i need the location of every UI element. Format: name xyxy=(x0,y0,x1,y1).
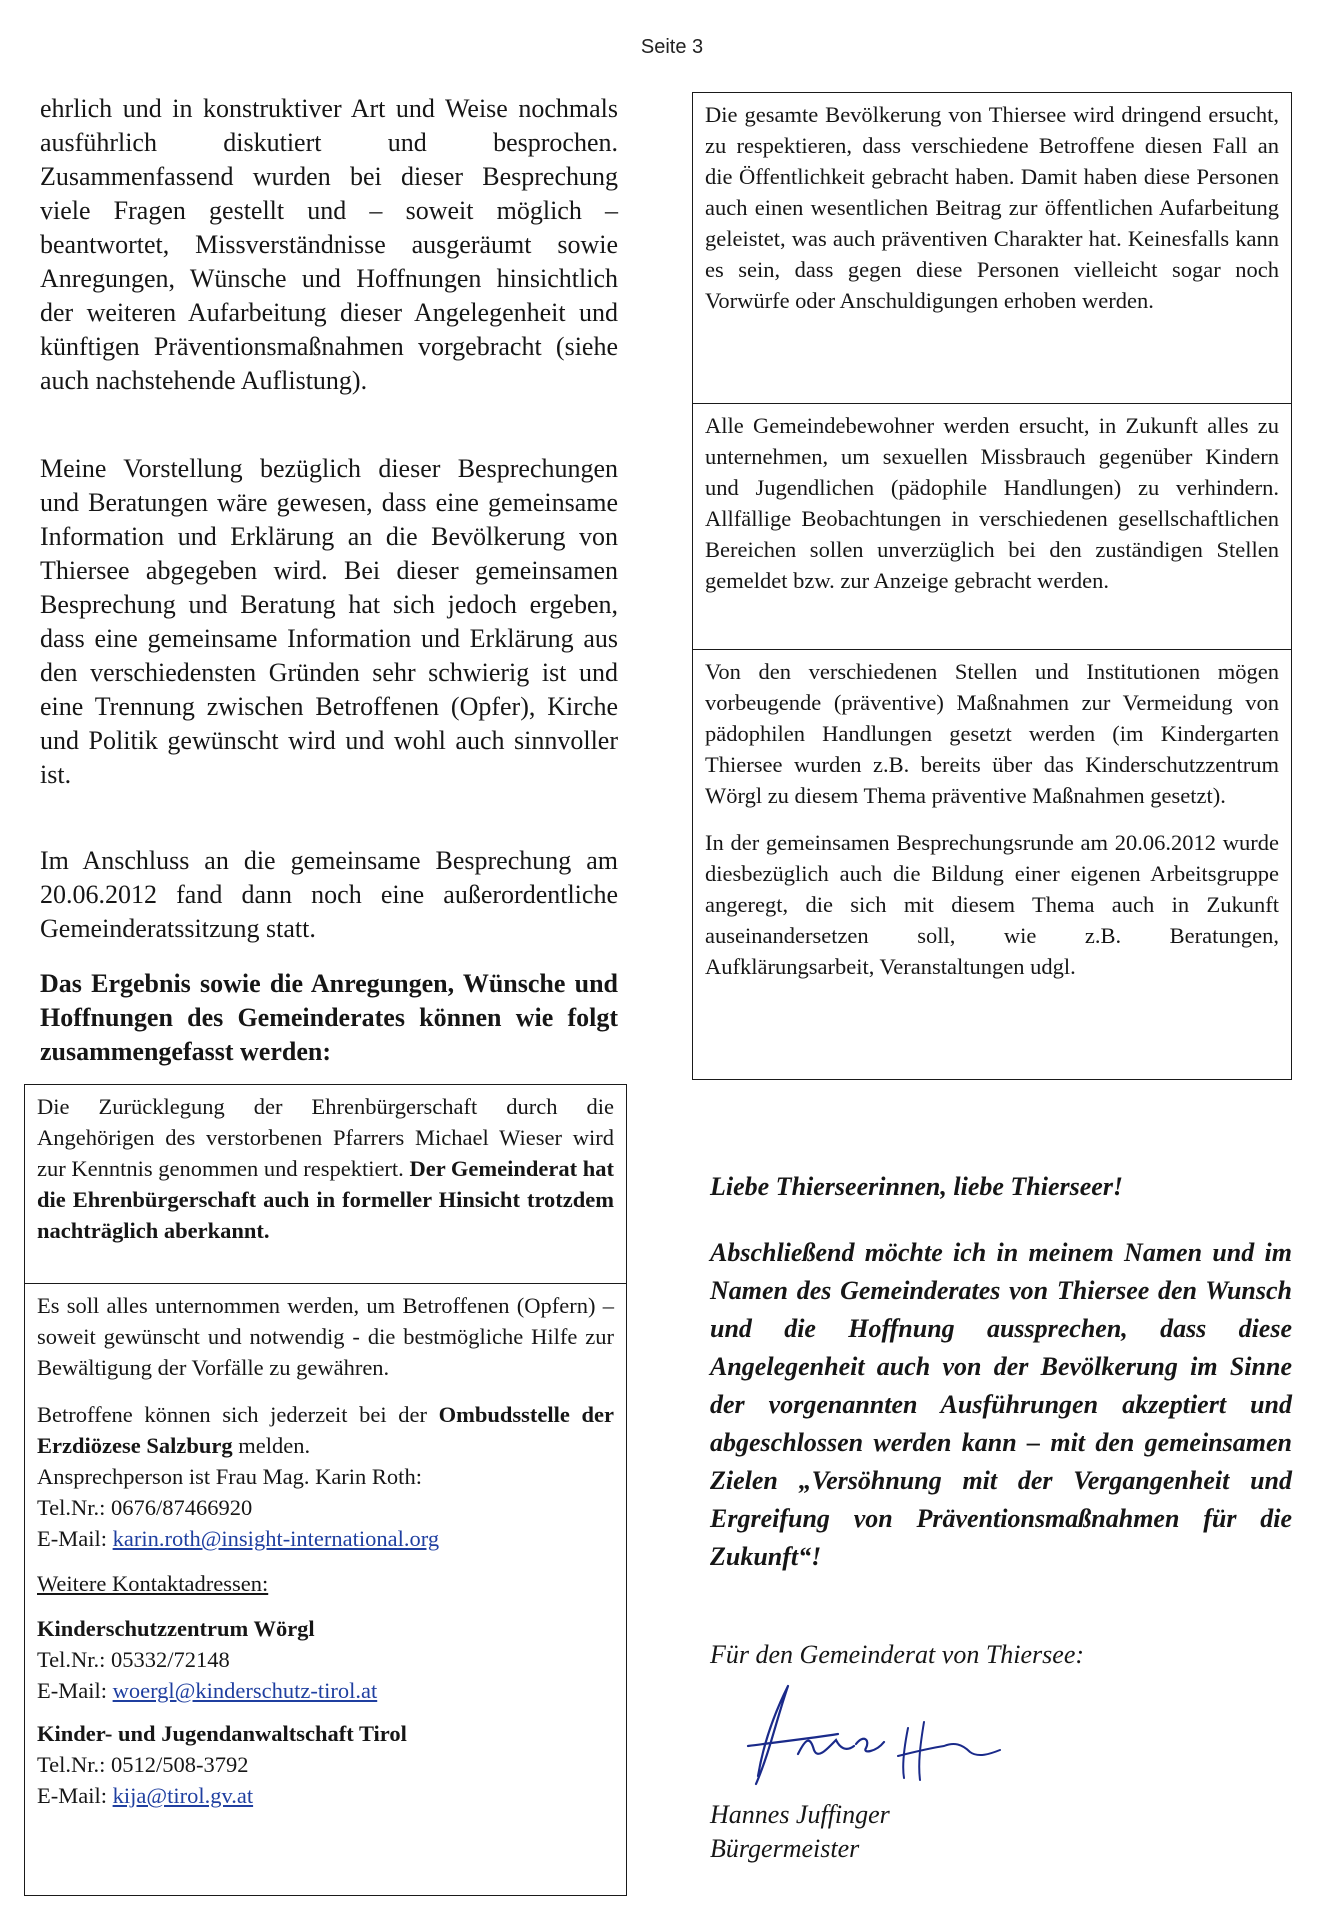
prevent-abuse-section xyxy=(693,403,1291,649)
email-ombudsman-line xyxy=(37,1523,614,1554)
honorary-citizenship-section xyxy=(25,1085,626,1283)
paragraph-extraordinary-session: Im Anschluss an die gemeinsame Besprechung am 20.06.2012 fand dann noch eine außerordentliche Gemeinderatssitzung statt. xyxy=(40,846,618,943)
left-results-box xyxy=(24,1084,627,1896)
org-kija: Kinder- und Jugendanwaltschaft Tirol xyxy=(37,1721,407,1746)
email-link-kinderschutzzentrum[interactable]: woergl@kinderschutz-tirol.at xyxy=(112,1678,378,1703)
ombudsman-text xyxy=(37,1399,614,1461)
page-number: Seite 3 xyxy=(640,36,704,58)
honorary-citizenship-revoked: Der Gemeinderat hat die Ehrenbürgerschaft auch in formeller Hinsicht trotzdem nachträglich aberkannt. xyxy=(37,1156,614,1243)
closing-statement: Abschließend möchte ich in meinem Namen und im Namen des Gemeinderates von Thiersee den Wunsch und die Hoffnung aussprechen, dass diese Angelegenheit auch von der Bevölkerung im Sinne der vorgenannten Ausführungen akzeptiert und abgeschlossen werden kann – mit den gemeinsamen Zielen „Versöhnung mit der Vergangenheit und Ergreifung von Präventionsmaßnahmen für die Zukunft“! xyxy=(710,1238,1292,1571)
result-heading: Das Ergebnis sowie die Anregungen, Wünsche und Hoffnungen des Gemeinderates können wie folgt zusammengefasst werden: xyxy=(40,969,618,1066)
greeting: Liebe Thierseerinnen, liebe Thierseer! xyxy=(710,1172,1124,1201)
org-kinderschutzzentrum: Kinderschutzzentrum Wörgl xyxy=(37,1616,315,1641)
for-council-line: Für den Gemeinderat von Thiersee: xyxy=(710,1640,1085,1669)
email-label: E-Mail: xyxy=(37,1526,107,1551)
signature-image xyxy=(718,1676,1008,1796)
paragraph-discussion: ehrlich und in konstruktiver Art und Weise nochmals ausführlich diskutiert und besprochen. Zusammenfassend wurden bei dieser Besprechung viele Fragen gestellt und – soweit möglich – beantwortet, Missverständnisse ausgeräumt sowie Anregungen, Wünsche und Hoffnungen hinsichtlich der weiteren Aufarbeitung dieser Angelegenheit und künftigen Präventionsmaßnahmen vorgebracht (siehe auch nachstehende Auflistung). xyxy=(40,94,618,395)
email-link-kija[interactable]: kija@tirol.gv.at xyxy=(112,1783,254,1808)
phone-kinderschutzzentrum: Tel.Nr.: 05332/72148 xyxy=(37,1647,230,1672)
email-label: E-Mail: xyxy=(37,1783,107,1808)
contact-person: Ansprechperson ist Frau Mag. Karin Roth: xyxy=(37,1464,422,1489)
right-requests-box xyxy=(692,92,1292,1080)
victim-support-text: Es soll alles unternommen werden, um Betroffenen (Opfern) – soweit gewünscht und notwendig - die bestmögliche Hilfe zur Bewältigung der Vorfälle zu gewähren. xyxy=(37,1293,614,1380)
email-label: E-Mail: xyxy=(37,1678,107,1703)
email-kija-line xyxy=(37,1780,614,1811)
phone-kija: Tel.Nr.: 0512/508-3792 xyxy=(37,1752,249,1777)
respect-victims-section xyxy=(693,93,1291,403)
honorary-citizenship-text: Die Zurücklegung der Ehrenbürgerschaft durch die Angehörigen des verstorbenen Pfarrers Michael Wieser wird zur Kenntnis genommen und respektiert. xyxy=(37,1094,614,1181)
phone-ombudsman: Tel.Nr.: 0676/87466920 xyxy=(37,1495,253,1520)
prevention-measures-section xyxy=(693,649,1291,990)
ombudsman-text-a: Betroffene können sich jederzeit bei der xyxy=(37,1402,427,1427)
working-group-text: In der gemeinsamen Besprechungsrunde am 20.06.2012 wurde diesbezüglich auch die Bildung einer eigenen Arbeitsgruppe angeregt, die sich mit diesem Thema auch in Zukunft auseinandersetzen soll, wie z.B. Beratungen, Aufklärungsarbeit, Veranstaltungen udgl. xyxy=(705,830,1279,979)
paragraph-expectation: Meine Vorstellung bezüglich dieser Besprechungen und Beratungen wäre gewesen, dass eine gemeinsame Information und Erklärung an die Bevölkerung von Thiersee abgegeben wird. Bei dieser gemeinsamen Besprechung und Beratung hat sich jedoch ergeben, dass eine gemeinsame Information und Erklärung aus den verschiedensten Gründen sehr schwierig ist und eine Trennung zwischen Betroffenen (Opfer), Kirche und Politik gewünscht wird und wohl auch sinnvoller ist. xyxy=(40,454,618,789)
email-link-ombudsman[interactable]: karin.roth@insight-international.org xyxy=(112,1526,440,1551)
respect-victims-text: Die gesamte Bevölkerung von Thiersee wird dringend ersucht, zu respektieren, dass verschiedene Betroffene diesen Fall an die Öffentlichkeit gebracht haben. Damit haben diese Personen auch einen wesentlichen Beitrag zur öffentlichen Aufarbeitung geleistet, was auch präventiven Charakter hat. Keinesfalls kann es sein, dass gegen diese Personen vielleicht sogar noch Vorwürfe oder Anschuldigungen erhoben werden. xyxy=(705,102,1279,313)
email-kinderschutzzentrum-line xyxy=(37,1675,614,1706)
prevent-abuse-text: Alle Gemeindebewohner werden ersucht, in Zukunft alles zu unternehmen, um sexuellen Missbrauch gegenüber Kindern und Jugendlichen (pädophile Handlungen) zu verhindern. Allfällige Beobachtungen in verschiedenen gesellschaftlichen Bereichen sollen unverzüglich bei den zuständigen Stellen gemeldet bzw. zur Anzeige gebracht werden. xyxy=(705,413,1279,593)
signer-title: Bürgermeister xyxy=(710,1834,860,1863)
ombudsman-office-name: Ombudsstelle der Erzdiözese Salzburg xyxy=(37,1402,614,1458)
more-contacts-heading: Weitere Kontaktadressen: xyxy=(37,1571,269,1596)
victim-support-section xyxy=(25,1283,626,1819)
ombudsman-text-b: melden. xyxy=(238,1433,311,1458)
signer-name: Hannes Juffinger xyxy=(710,1800,890,1829)
prevention-measures-text: Von den verschiedenen Stellen und Institutionen mögen vorbeugende (präventive) Maßnahmen zur Vermeidung von pädophilen Handlungen gesetzt werden (im Kindergarten Thiersee wurden z.B. bereits über das Kinderschutzzentrum Wörgl zu diesem Thema präventive Maßnahmen gesetzt). xyxy=(705,659,1279,808)
